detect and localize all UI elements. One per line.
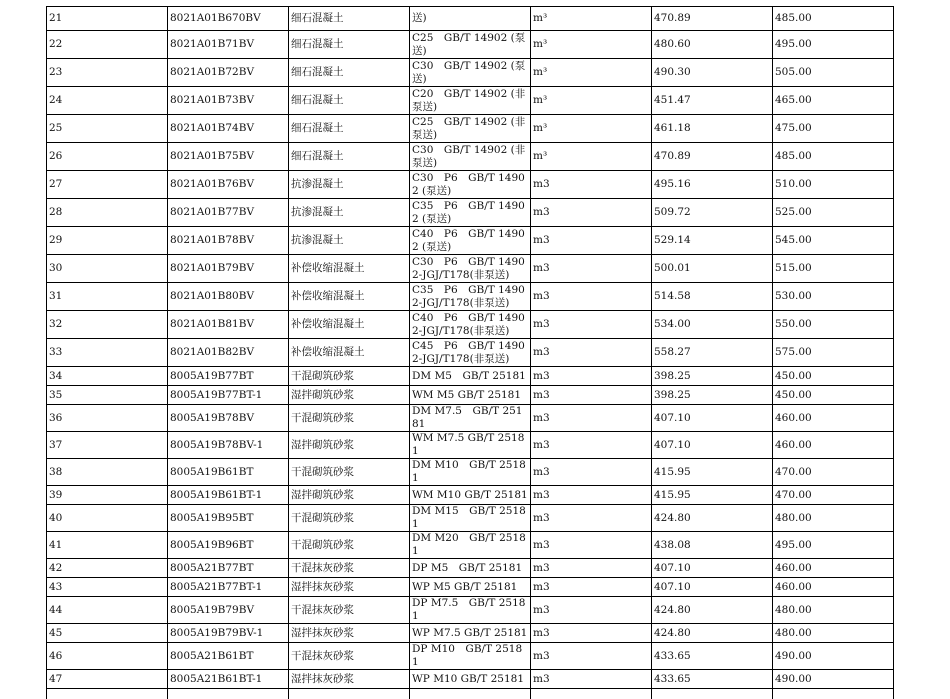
price-cell: 480.00 xyxy=(773,624,894,643)
price-cell: 450.00 xyxy=(773,386,894,405)
material-name-cell: 干混砌筑砂浆 xyxy=(289,505,410,532)
material-code-cell: 8005A19B78BV xyxy=(168,405,289,432)
material-name-cell: 干混抹灰砂浆 xyxy=(289,597,410,624)
table-row xyxy=(47,311,894,339)
unit-cell: m³ xyxy=(531,115,652,143)
price-cell: 514.58 xyxy=(652,283,773,311)
row-number-cell: 30 xyxy=(47,255,168,283)
material-code-cell: 8005A19B79BV xyxy=(168,597,289,624)
material-code-cell: 8021A01B76BV xyxy=(168,171,289,199)
price-cell: 460.00 xyxy=(773,578,894,597)
row-number-cell: 43 xyxy=(47,578,168,597)
unit-cell: m3 xyxy=(531,227,652,255)
table-row xyxy=(47,199,894,227)
specification-cell: DM M10 GB/T 25181 xyxy=(410,459,531,486)
material-code-cell: 8021A01B78BV xyxy=(168,227,289,255)
empty-cell xyxy=(652,689,773,699)
price-cell: 490.00 xyxy=(773,643,894,670)
price-cell: 475.00 xyxy=(773,115,894,143)
unit-cell: m3 xyxy=(531,405,652,432)
price-cell: 415.95 xyxy=(652,486,773,505)
table-row xyxy=(47,405,894,432)
table-row xyxy=(47,59,894,87)
table-row xyxy=(47,171,894,199)
table-row xyxy=(47,227,894,255)
table-row xyxy=(47,31,894,59)
price-cell: 550.00 xyxy=(773,311,894,339)
material-name-cell: 干混砌筑砂浆 xyxy=(289,532,410,559)
table-row xyxy=(47,486,894,505)
material-name-cell: 补偿收缩混凝土 xyxy=(289,339,410,367)
row-number-cell: 26 xyxy=(47,143,168,171)
table-row xyxy=(47,578,894,597)
empty-cell xyxy=(47,689,168,699)
price-cell: 490.00 xyxy=(773,670,894,689)
price-cell: 407.10 xyxy=(652,405,773,432)
row-number-cell: 21 xyxy=(47,7,168,31)
row-number-cell: 47 xyxy=(47,670,168,689)
price-cell: 398.25 xyxy=(652,367,773,386)
table-row xyxy=(47,624,894,643)
price-cell: 460.00 xyxy=(773,432,894,459)
unit-cell: m³ xyxy=(531,87,652,115)
material-name-cell: 湿拌砌筑砂浆 xyxy=(289,486,410,505)
specification-cell: DM M7.5 GB/T 25181 xyxy=(410,405,531,432)
specification-cell: WM M10 GB/T 25181 xyxy=(410,486,531,505)
price-cell: 424.80 xyxy=(652,505,773,532)
specification-cell: C20 GB/T 14902 (非泵送) xyxy=(410,87,531,115)
material-name-cell: 湿拌砌筑砂浆 xyxy=(289,386,410,405)
unit-cell: m3 xyxy=(531,283,652,311)
unit-cell: m3 xyxy=(531,199,652,227)
material-name-cell: 细石混凝土 xyxy=(289,59,410,87)
unit-cell: m3 xyxy=(531,505,652,532)
price-cell: 415.95 xyxy=(652,459,773,486)
price-cell: 433.65 xyxy=(652,670,773,689)
material-name-cell: 湿拌抹灰砂浆 xyxy=(289,670,410,689)
row-number-cell: 25 xyxy=(47,115,168,143)
specification-cell: C45 P6 GB/T 14902-JGJ/T178(非泵送) xyxy=(410,339,531,367)
table-row xyxy=(47,386,894,405)
table-row xyxy=(47,339,894,367)
specification-cell: C30 P6 GB/T 14902 (泵送) xyxy=(410,171,531,199)
table-row xyxy=(47,532,894,559)
material-code-cell: 8021A01B82BV xyxy=(168,339,289,367)
specification-cell: DP M5 GB/T 25181 xyxy=(410,559,531,578)
unit-cell: m³ xyxy=(531,143,652,171)
price-table xyxy=(46,6,894,699)
material-name-cell: 补偿收缩混凝土 xyxy=(289,283,410,311)
material-code-cell: 8021A01B79BV xyxy=(168,255,289,283)
material-name-cell: 补偿收缩混凝土 xyxy=(289,255,410,283)
price-cell: 545.00 xyxy=(773,227,894,255)
empty-cell xyxy=(289,689,410,699)
material-name-cell: 干混抹灰砂浆 xyxy=(289,643,410,670)
price-cell: 433.65 xyxy=(652,643,773,670)
price-cell: 438.08 xyxy=(652,532,773,559)
specification-cell: C40 P6 GB/T 14902 (泵送) xyxy=(410,227,531,255)
price-cell: 450.00 xyxy=(773,367,894,386)
table-row xyxy=(47,559,894,578)
unit-cell: m3 xyxy=(531,432,652,459)
table-row xyxy=(47,7,894,31)
material-name-cell: 干混抹灰砂浆 xyxy=(289,559,410,578)
unit-cell: m3 xyxy=(531,624,652,643)
row-number-cell: 46 xyxy=(47,643,168,670)
price-cell: 485.00 xyxy=(773,7,894,31)
material-code-cell: 8005A19B77BT-1 xyxy=(168,386,289,405)
price-cell: 460.00 xyxy=(773,559,894,578)
material-name-cell: 湿拌抹灰砂浆 xyxy=(289,624,410,643)
unit-cell: m3 xyxy=(531,643,652,670)
price-cell: 407.10 xyxy=(652,432,773,459)
unit-cell: m3 xyxy=(531,578,652,597)
price-cell: 461.18 xyxy=(652,115,773,143)
material-code-cell: 8005A19B61BT-1 xyxy=(168,486,289,505)
price-cell: 509.72 xyxy=(652,199,773,227)
material-name-cell: 细石混凝土 xyxy=(289,115,410,143)
unit-cell: m3 xyxy=(531,597,652,624)
price-cell: 490.30 xyxy=(652,59,773,87)
unit-cell: m3 xyxy=(531,255,652,283)
material-code-cell: 8005A21B61BT-1 xyxy=(168,670,289,689)
unit-cell: m³ xyxy=(531,7,652,31)
material-code-cell: 8005A19B61BT xyxy=(168,459,289,486)
material-name-cell: 湿拌砌筑砂浆 xyxy=(289,432,410,459)
price-cell: 495.00 xyxy=(773,31,894,59)
material-name-cell: 细石混凝土 xyxy=(289,7,410,31)
price-cell: 485.00 xyxy=(773,143,894,171)
material-name-cell: 抗渗混凝土 xyxy=(289,171,410,199)
table-row xyxy=(47,597,894,624)
table-row xyxy=(47,255,894,283)
table-body xyxy=(47,7,894,699)
price-cell: 407.10 xyxy=(652,578,773,597)
price-cell: 495.16 xyxy=(652,171,773,199)
unit-cell: m3 xyxy=(531,311,652,339)
price-cell: 480.00 xyxy=(773,505,894,532)
row-number-cell: 28 xyxy=(47,199,168,227)
table-row xyxy=(47,459,894,486)
table-row xyxy=(47,367,894,386)
row-number-cell: 33 xyxy=(47,339,168,367)
specification-cell: C25 GB/T 14902 (泵送) xyxy=(410,31,531,59)
price-cell: 505.00 xyxy=(773,59,894,87)
row-number-cell: 41 xyxy=(47,532,168,559)
price-cell: 515.00 xyxy=(773,255,894,283)
specification-cell: DM M20 GB/T 25181 xyxy=(410,532,531,559)
row-number-cell: 32 xyxy=(47,311,168,339)
row-number-cell: 31 xyxy=(47,283,168,311)
row-number-cell: 37 xyxy=(47,432,168,459)
material-code-cell: 8005A21B77BT-1 xyxy=(168,578,289,597)
specification-cell: WP M7.5 GB/T 25181 xyxy=(410,624,531,643)
unit-cell: m3 xyxy=(531,670,652,689)
price-cell: 495.00 xyxy=(773,532,894,559)
material-name-cell: 细石混凝土 xyxy=(289,87,410,115)
table-row xyxy=(47,670,894,689)
specification-cell: C30 GB/T 14902 (非泵送) xyxy=(410,143,531,171)
unit-cell: m3 xyxy=(531,386,652,405)
material-name-cell: 抗渗混凝土 xyxy=(289,227,410,255)
material-code-cell: 8005A21B61BT xyxy=(168,643,289,670)
row-number-cell: 36 xyxy=(47,405,168,432)
row-number-cell: 44 xyxy=(47,597,168,624)
row-number-cell: 23 xyxy=(47,59,168,87)
specification-cell: DP M10 GB/T 25181 xyxy=(410,643,531,670)
price-cell: 460.00 xyxy=(773,405,894,432)
price-cell: 470.00 xyxy=(773,459,894,486)
price-cell: 470.89 xyxy=(652,7,773,31)
price-cell: 407.10 xyxy=(652,559,773,578)
material-code-cell: 8005A19B79BV-1 xyxy=(168,624,289,643)
unit-cell: m3 xyxy=(531,171,652,199)
material-code-cell: 8005A19B96BT xyxy=(168,532,289,559)
price-cell: 470.00 xyxy=(773,486,894,505)
price-cell: 500.01 xyxy=(652,255,773,283)
price-cell: 530.00 xyxy=(773,283,894,311)
empty-cell xyxy=(410,689,531,699)
row-number-cell: 38 xyxy=(47,459,168,486)
material-code-cell: 8021A01B74BV xyxy=(168,115,289,143)
specification-cell: C30 P6 GB/T 14902-JGJ/T178(非泵送) xyxy=(410,255,531,283)
material-code-cell: 8005A19B78BV-1 xyxy=(168,432,289,459)
material-code-cell: 8005A19B77BT xyxy=(168,367,289,386)
row-number-cell: 35 xyxy=(47,386,168,405)
empty-cell xyxy=(168,689,289,699)
row-number-cell: 40 xyxy=(47,505,168,532)
price-cell: 534.00 xyxy=(652,311,773,339)
material-code-cell: 8021A01B75BV xyxy=(168,143,289,171)
material-code-cell: 8021A01B73BV xyxy=(168,87,289,115)
specification-cell: WM M7.5 GB/T 25181 xyxy=(410,432,531,459)
material-code-cell: 8021A01B72BV xyxy=(168,59,289,87)
price-cell: 470.89 xyxy=(652,143,773,171)
row-number-cell: 45 xyxy=(47,624,168,643)
specification-cell: C35 P6 GB/T 14902-JGJ/T178(非泵送) xyxy=(410,283,531,311)
table-row xyxy=(47,115,894,143)
row-number-cell: 42 xyxy=(47,559,168,578)
specification-cell: C30 GB/T 14902 (泵送) xyxy=(410,59,531,87)
material-name-cell: 抗渗混凝土 xyxy=(289,199,410,227)
unit-cell: m³ xyxy=(531,59,652,87)
price-cell: 510.00 xyxy=(773,171,894,199)
row-number-cell: 27 xyxy=(47,171,168,199)
row-number-cell: 39 xyxy=(47,486,168,505)
price-cell: 529.14 xyxy=(652,227,773,255)
specification-cell: DM M5 GB/T 25181 xyxy=(410,367,531,386)
material-name-cell: 湿拌抹灰砂浆 xyxy=(289,578,410,597)
table-row xyxy=(47,505,894,532)
specification-cell: WM M5 GB/T 25181 xyxy=(410,386,531,405)
table-row-partial xyxy=(47,689,894,699)
price-cell: 558.27 xyxy=(652,339,773,367)
unit-cell: m3 xyxy=(531,339,652,367)
material-name-cell: 细石混凝土 xyxy=(289,31,410,59)
unit-cell: m3 xyxy=(531,486,652,505)
table-row xyxy=(47,643,894,670)
specification-cell: WP M10 GB/T 25181 xyxy=(410,670,531,689)
specification-cell: DM M15 GB/T 25181 xyxy=(410,505,531,532)
empty-cell xyxy=(773,689,894,699)
material-name-cell: 补偿收缩混凝土 xyxy=(289,311,410,339)
row-number-cell: 24 xyxy=(47,87,168,115)
table-row xyxy=(47,87,894,115)
price-cell: 398.25 xyxy=(652,386,773,405)
price-cell: 525.00 xyxy=(773,199,894,227)
table-row xyxy=(47,283,894,311)
material-name-cell: 干混砌筑砂浆 xyxy=(289,367,410,386)
unit-cell: m3 xyxy=(531,532,652,559)
material-code-cell: 8021A01B81BV xyxy=(168,311,289,339)
empty-cell xyxy=(531,689,652,699)
material-code-cell: 8021A01B670BV xyxy=(168,7,289,31)
price-cell: 575.00 xyxy=(773,339,894,367)
unit-cell: m3 xyxy=(531,367,652,386)
specification-cell: C40 P6 GB/T 14902-JGJ/T178(非泵送) xyxy=(410,311,531,339)
specification-cell: C35 P6 GB/T 14902 (泵送) xyxy=(410,199,531,227)
unit-cell: m³ xyxy=(531,31,652,59)
row-number-cell: 34 xyxy=(47,367,168,386)
row-number-cell: 29 xyxy=(47,227,168,255)
specification-cell: DP M7.5 GB/T 25181 xyxy=(410,597,531,624)
material-code-cell: 8005A19B95BT xyxy=(168,505,289,532)
price-cell: 465.00 xyxy=(773,87,894,115)
price-cell: 424.80 xyxy=(652,597,773,624)
price-cell: 451.47 xyxy=(652,87,773,115)
specification-cell: 送) xyxy=(410,7,531,31)
material-code-cell: 8021A01B77BV xyxy=(168,199,289,227)
material-code-cell: 8021A01B80BV xyxy=(168,283,289,311)
table-row xyxy=(47,432,894,459)
unit-cell: m3 xyxy=(531,459,652,486)
unit-cell: m3 xyxy=(531,559,652,578)
material-name-cell: 干混砌筑砂浆 xyxy=(289,459,410,486)
specification-cell: WP M5 GB/T 25181 xyxy=(410,578,531,597)
row-number-cell: 22 xyxy=(47,31,168,59)
table-row xyxy=(47,143,894,171)
specification-cell: C25 GB/T 14902 (非泵送) xyxy=(410,115,531,143)
material-name-cell: 细石混凝土 xyxy=(289,143,410,171)
price-cell: 480.60 xyxy=(652,31,773,59)
price-cell: 480.00 xyxy=(773,597,894,624)
price-cell: 424.80 xyxy=(652,624,773,643)
material-code-cell: 8021A01B71BV xyxy=(168,31,289,59)
material-name-cell: 干混砌筑砂浆 xyxy=(289,405,410,432)
material-code-cell: 8005A21B77BT xyxy=(168,559,289,578)
